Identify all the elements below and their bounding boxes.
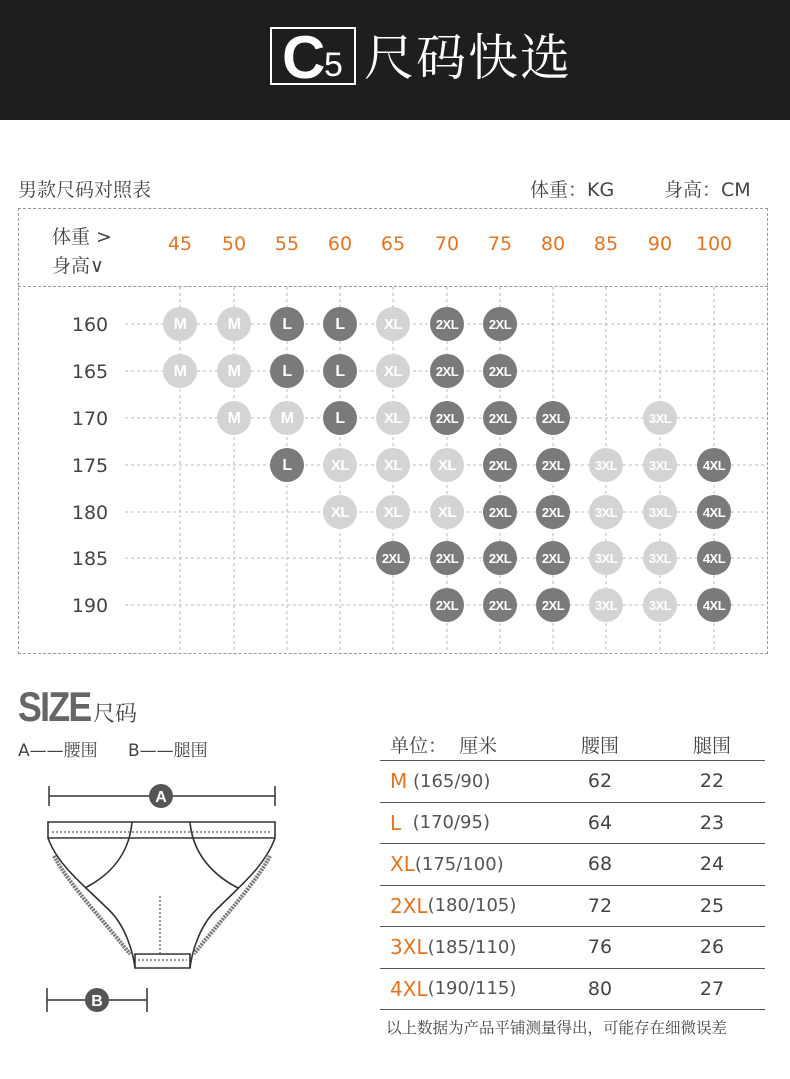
size-dot-label: 4XL: [702, 598, 726, 613]
size-dot-label: L: [335, 363, 345, 380]
badge-number: 5: [324, 46, 343, 84]
weight-tick-label: 60: [327, 233, 353, 255]
size-dot-label: XL: [383, 410, 403, 427]
weight-tick-label: 100: [695, 233, 733, 255]
height-tick-label: 165: [71, 361, 109, 383]
size-height-weight: (175/100): [414, 853, 504, 875]
size-dot-label: 2XL: [488, 598, 512, 613]
size-dot-label: M: [173, 316, 187, 333]
size-dot-label: L: [335, 316, 345, 333]
chart-caption: 男款尺码对照表: [18, 179, 152, 201]
leg-cell: 23: [699, 811, 725, 834]
size-dot-label: 2XL: [435, 317, 459, 332]
size-heading: SIZE: [18, 683, 91, 730]
size-dot-label: 2XL: [488, 551, 512, 566]
size-dot-label: 2XL: [488, 317, 512, 332]
height-tick-label: 170: [71, 408, 109, 430]
table-row: [380, 886, 765, 928]
size-cell: [390, 803, 490, 844]
header-waist: 腰围: [580, 734, 619, 757]
table-row: [380, 844, 765, 886]
briefs-diagram: [40, 776, 290, 1026]
leg-cell: 25: [699, 894, 725, 917]
weight-tick-label: 90: [647, 233, 673, 255]
table-row: [380, 969, 765, 1011]
size-dot-label: 3XL: [648, 598, 672, 613]
size-height-weight: (190/115): [427, 978, 517, 1000]
size-code: 4XL: [390, 976, 428, 1001]
size-dot-label: 2XL: [488, 364, 512, 379]
size-dot-label: 3XL: [594, 598, 618, 613]
size-dot-label: M: [173, 363, 187, 380]
size-height-weight: (170/95): [401, 812, 490, 834]
size-dot-label: 2XL: [381, 551, 405, 566]
size-height-weight: (165/90): [407, 770, 491, 792]
size-dot-label: XL: [437, 457, 457, 474]
weight-tick-label: 85: [593, 233, 619, 255]
legend-waist: A——腰围: [18, 741, 98, 761]
badge-letter: C: [282, 24, 326, 91]
weight-tick-label: 50: [221, 233, 247, 255]
size-dot-label: L: [282, 457, 292, 474]
weight-tick-label: 45: [167, 233, 193, 255]
size-dot-label: 2XL: [541, 505, 565, 520]
briefs-icon: [48, 822, 275, 968]
header-leg: 腿围: [692, 734, 731, 757]
marker-b: B: [91, 993, 103, 1010]
size-subheading: 尺码: [93, 702, 138, 727]
waist-cell: 76: [587, 936, 613, 959]
size-dot-label: 4XL: [702, 551, 726, 566]
size-cell: [390, 969, 516, 1010]
waist-measure-line: [49, 784, 275, 808]
size-cell: [390, 844, 504, 885]
weight-tick-label: 55: [274, 233, 300, 255]
leg-cell: 24: [699, 853, 725, 876]
legend-leg: B——腿围: [128, 741, 208, 761]
size-dot-label: M: [227, 316, 241, 333]
leg-cell: 22: [699, 770, 725, 793]
size-dot-label: 2XL: [488, 411, 512, 426]
size-dot-label: 2XL: [488, 458, 512, 473]
table-row: [380, 803, 765, 845]
size-dot-label: 2XL: [435, 551, 459, 566]
size-dot-label: 2XL: [435, 598, 459, 613]
leg-measure-line: [47, 988, 147, 1012]
axis-weight-label: 体重 >: [52, 226, 112, 248]
leg-cell: 26: [699, 936, 725, 959]
size-code: M: [390, 769, 408, 794]
size-dot-label: 2XL: [541, 458, 565, 473]
waist-cell: 64: [587, 811, 613, 834]
size-dot-label: 4XL: [702, 458, 726, 473]
weight-tick-label: 80: [540, 233, 566, 255]
size-dot-label: XL: [383, 504, 403, 521]
weight-tick-label: 65: [380, 233, 406, 255]
size-dot-label: XL: [383, 363, 403, 380]
size-dot-label: M: [280, 410, 294, 427]
size-code: XL: [390, 852, 415, 877]
size-dot-label: 2XL: [541, 411, 565, 426]
measurement-table: [380, 728, 765, 1010]
size-dot-label: XL: [330, 457, 350, 474]
size-dot-label: 3XL: [648, 505, 672, 520]
measurement-footnote: 以上数据为产品平铺测量得出，可能存在细微误差: [386, 1019, 728, 1037]
weight-tick-label: 75: [487, 233, 513, 255]
size-dot-label: M: [227, 363, 241, 380]
size-dot-label: L: [282, 363, 292, 380]
height-tick-label: 180: [71, 502, 109, 524]
size-dot-label: M: [227, 410, 241, 427]
marker-a: A: [155, 789, 167, 806]
weight-tick-label: 70: [434, 233, 460, 255]
waist-cell: 72: [587, 894, 613, 917]
size-code: L: [390, 810, 402, 835]
size-dot-label: 2XL: [488, 505, 512, 520]
size-cell: [390, 886, 516, 927]
size-dot-label: XL: [383, 316, 403, 333]
size-dot-label: 4XL: [702, 505, 726, 520]
size-dot-label: 3XL: [648, 458, 672, 473]
height-tick-label: 160: [71, 314, 109, 336]
size-dot-label: L: [335, 410, 345, 427]
size-dot-label: 2XL: [435, 411, 459, 426]
size-dot-label: 3XL: [594, 458, 618, 473]
table-row: [380, 927, 765, 969]
size-height-weight: (185/110): [427, 936, 517, 958]
size-dot-label: XL: [383, 457, 403, 474]
size-code: 2XL: [390, 893, 428, 918]
size-dot-label: 3XL: [648, 411, 672, 426]
size-dot-label: XL: [437, 504, 457, 521]
size-dot-label: 2XL: [435, 364, 459, 379]
size-cell: [390, 927, 516, 968]
size-cell: [390, 761, 490, 802]
height-unit-label: 身高：CM: [664, 179, 751, 201]
waist-cell: 62: [587, 770, 613, 793]
axis-height-label: 身高∨: [52, 255, 104, 277]
size-height-weight: (180/105): [427, 895, 517, 917]
size-dot-label: 3XL: [648, 551, 672, 566]
weight-unit-label: 体重：KG: [530, 179, 615, 201]
height-tick-label: 175: [71, 455, 109, 477]
size-dot-label: L: [282, 316, 292, 333]
size-dot-label: XL: [330, 504, 350, 521]
table-row: [380, 761, 765, 803]
height-tick-label: 185: [71, 548, 109, 570]
header-unit: 单位： 厘米: [390, 734, 498, 757]
page-title: 尺码快选: [364, 29, 572, 87]
size-dot-label: 2XL: [541, 598, 565, 613]
size-code: 3XL: [390, 935, 428, 960]
table-header-row: [380, 728, 765, 761]
leg-cell: 27: [699, 977, 725, 1000]
size-dot-label: 2XL: [541, 551, 565, 566]
waist-cell: 80: [587, 977, 613, 1000]
height-tick-label: 190: [71, 595, 109, 617]
waist-cell: 68: [587, 853, 613, 876]
size-dot-label: 3XL: [594, 551, 618, 566]
size-dot-label: 3XL: [594, 505, 618, 520]
